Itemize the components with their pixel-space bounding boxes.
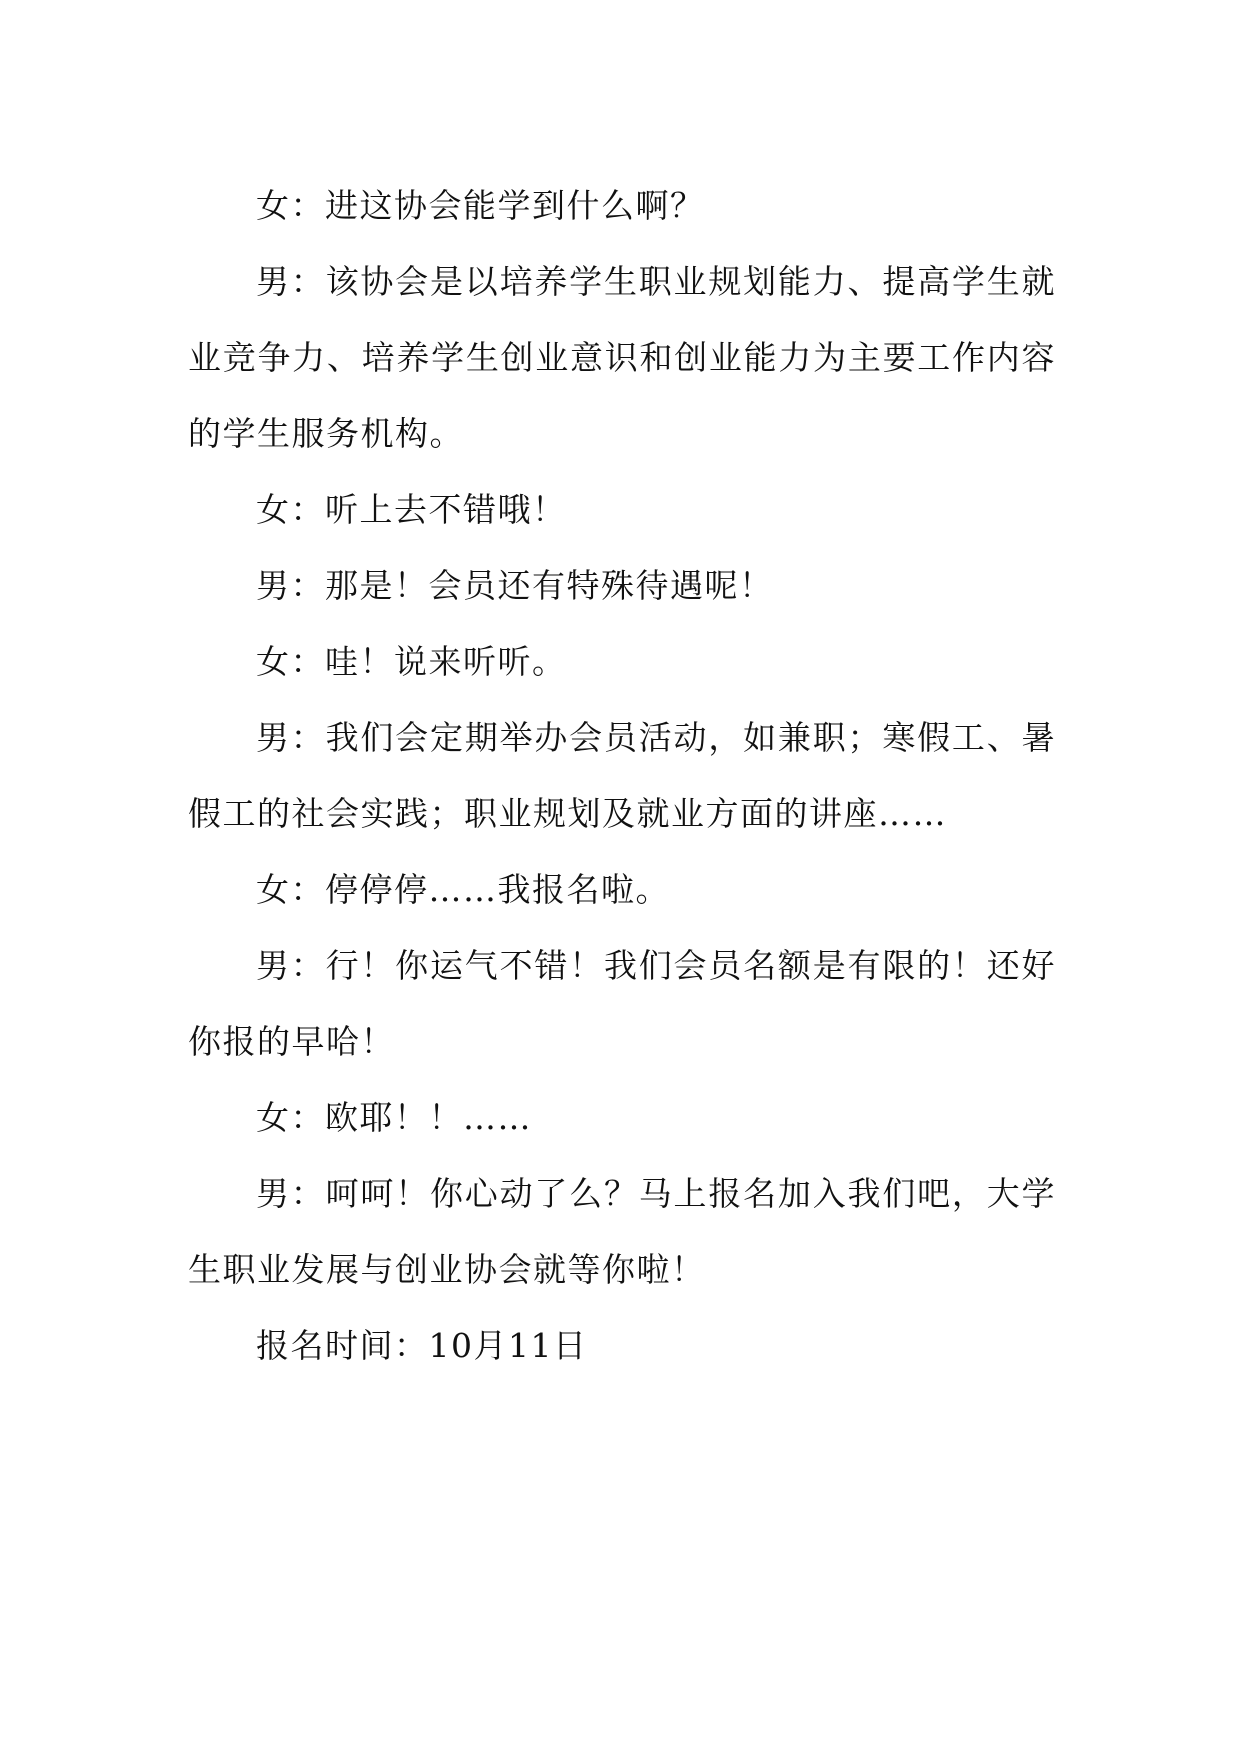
dialogue-line: 男：我们会定期举办会员活动，如兼职；寒假工、暑假工的社会实践；职业规划及就业方面的讲座…… [188, 718, 1056, 833]
document-body [188, 168, 1056, 1384]
registration-time: 报名时间：10月11日 [256, 1326, 588, 1365]
dialogue-line: 女：哇！说来听听。 [256, 642, 567, 681]
dialogue-line: 女：听上去不错哦！ [256, 490, 567, 529]
dialogue-line: 女：欧耶！！…… [256, 1098, 532, 1137]
dialogue-line: 男：该协会是以培养学生职业规划能力、提高学生就业竞争力、培养学生创业意识和创业能力为主要工作内容的学生服务机构。 [188, 262, 1056, 453]
dialogue-line: 女：停停停……我报名啦。 [256, 870, 670, 909]
dialogue-line: 男：那是！会员还有特殊待遇呢！ [256, 566, 774, 605]
dialogue-line: 男：呵呵！你心动了么？马上报名加入我们吧，大学生职业发展与创业协会就等你啦！ [188, 1174, 1056, 1289]
dialogue-line: 女：进这协会能学到什么啊？ [256, 186, 705, 225]
dialogue-line: 男：行！你运气不错！我们会员名额是有限的！还好你报的早哈！ [188, 946, 1056, 1061]
